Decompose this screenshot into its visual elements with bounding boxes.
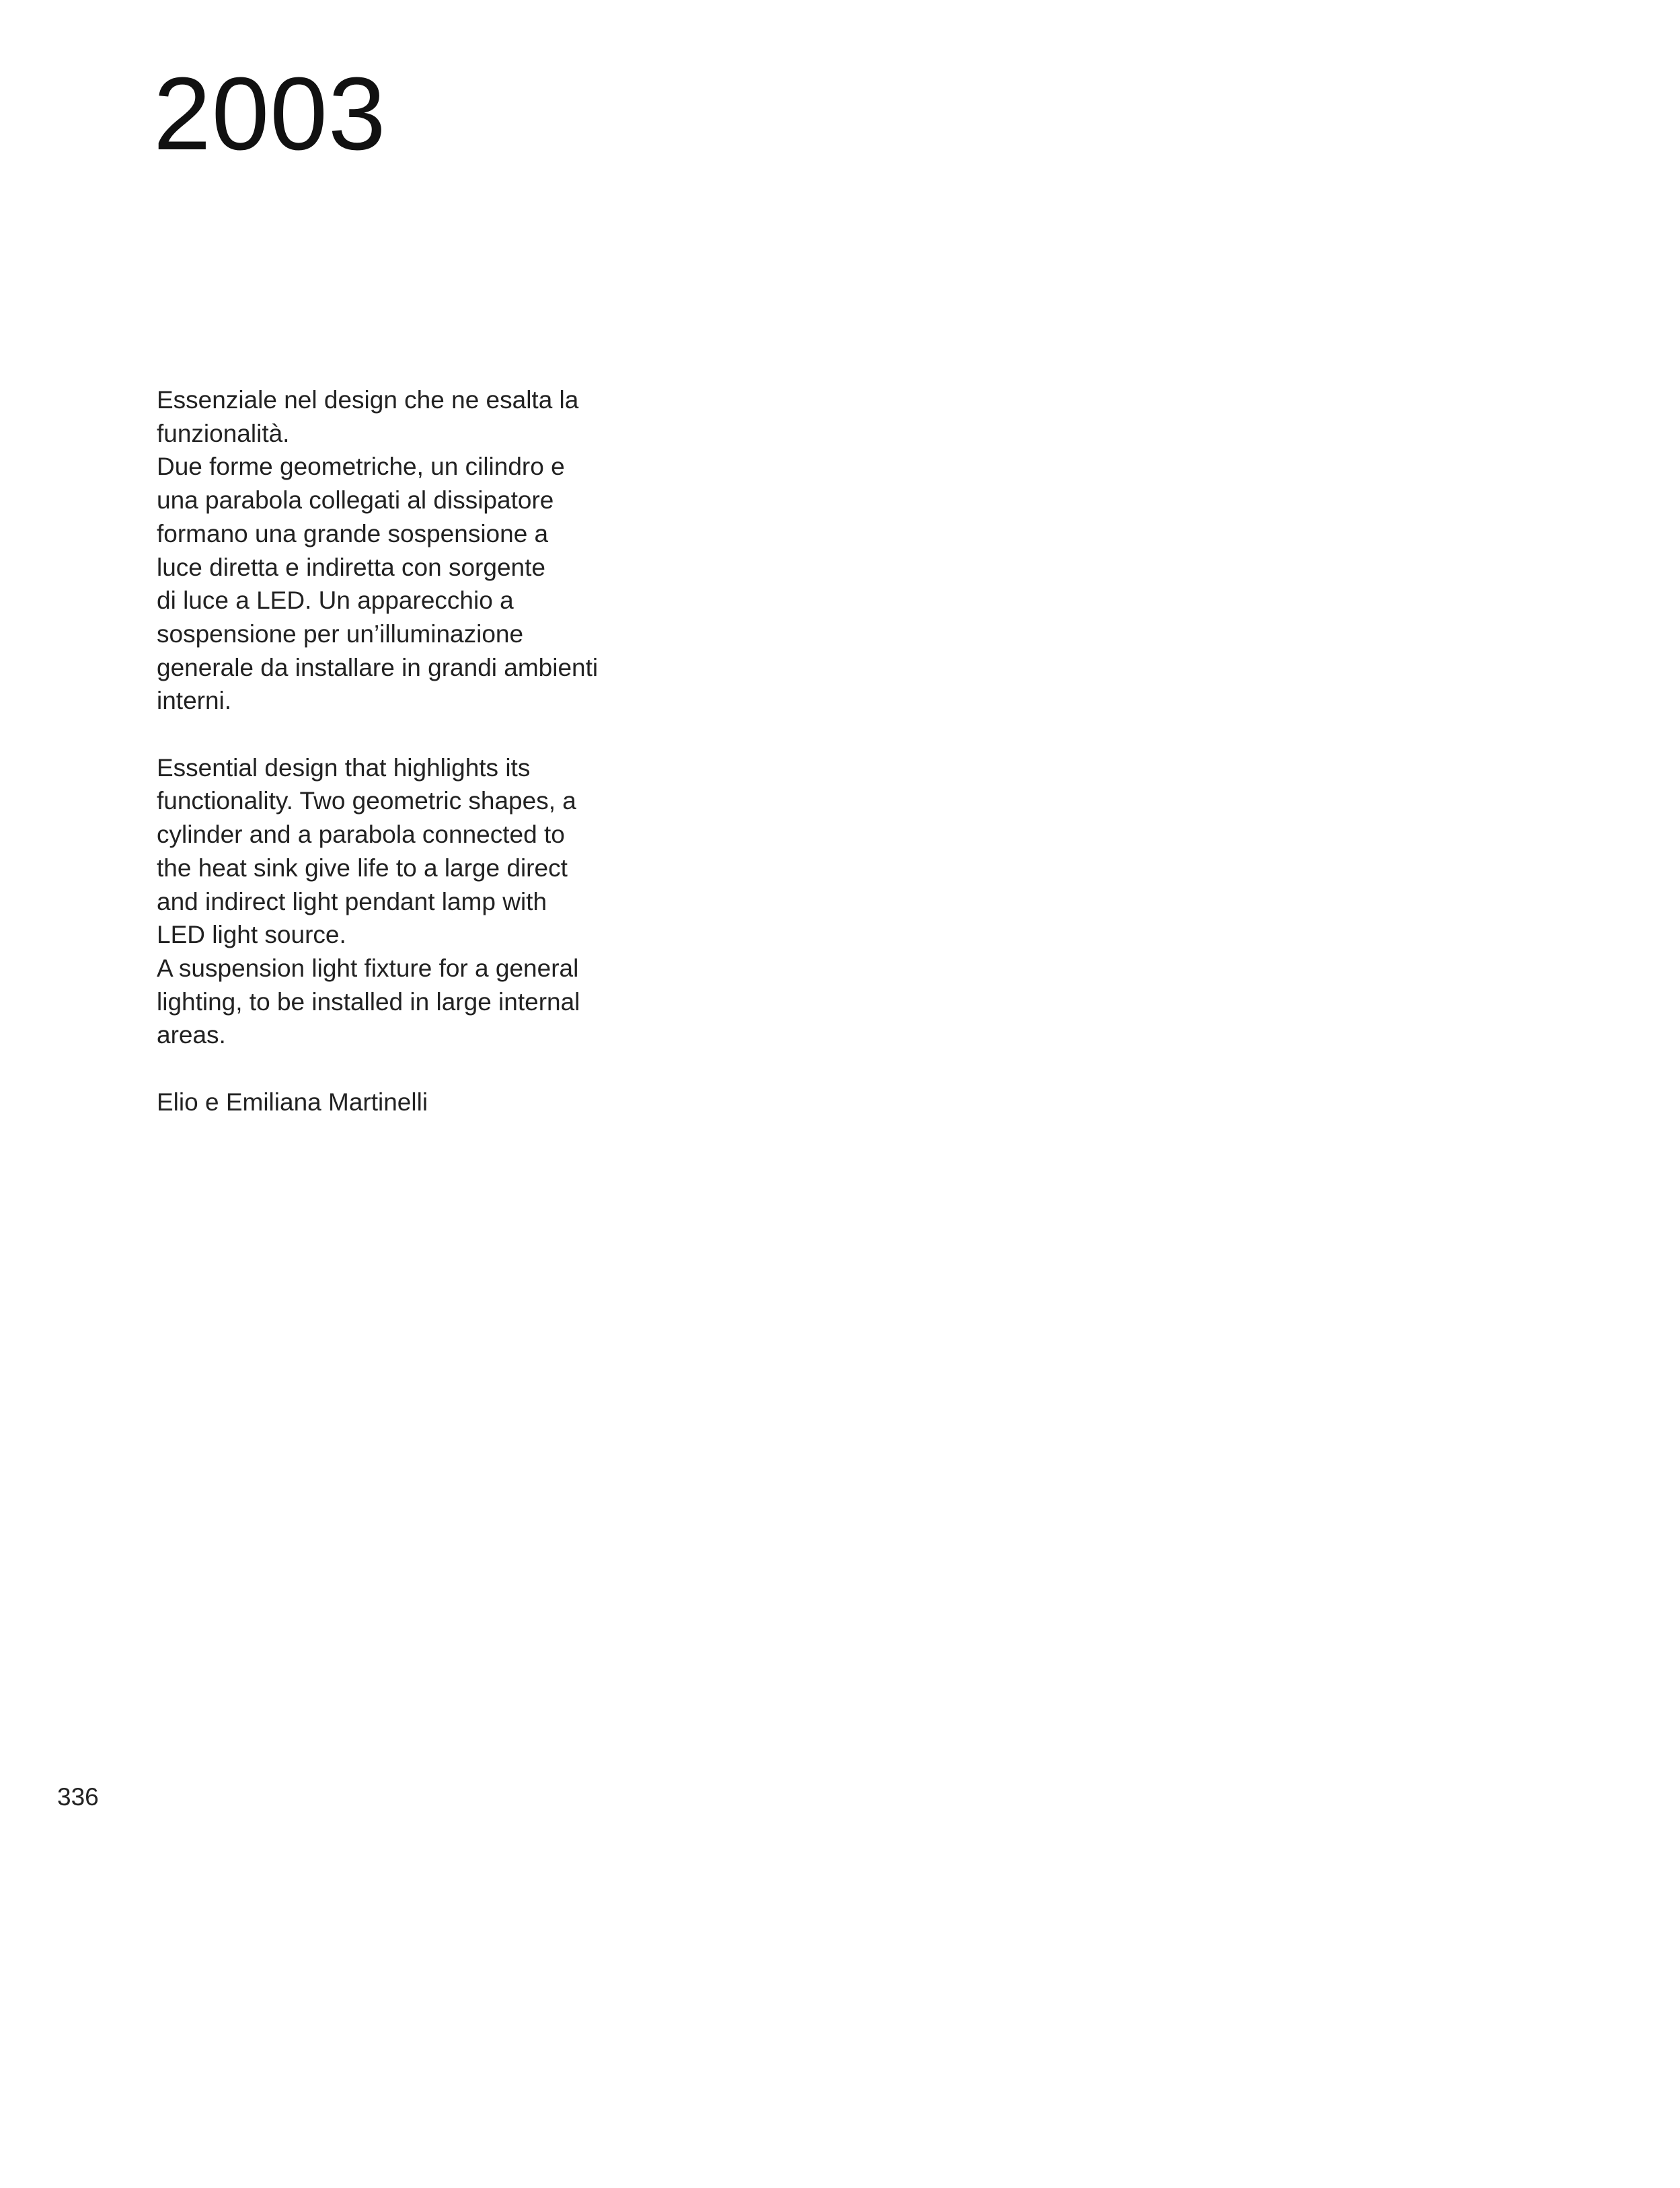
- paragraph-gap: [157, 1052, 654, 1086]
- page-title-year: 2003: [153, 56, 387, 172]
- italian-line: sospensione per un’illuminazione: [157, 619, 524, 648]
- paragraph-gap: [157, 718, 654, 751]
- italian-line: di luce a LED. Un apparecchio a: [157, 587, 514, 615]
- english-line: A suspension light fixture for a general: [157, 954, 579, 982]
- designer-credit: Elio e Emiliana Martinelli: [157, 1088, 428, 1116]
- page-number: 336: [57, 1783, 99, 1811]
- english-line: the heat sink give life to a large direct: [157, 854, 568, 882]
- italian-line: funzionalità.: [157, 419, 290, 447]
- description-column: [157, 383, 654, 1119]
- english-line: and indirect light pendant lamp with: [157, 887, 547, 915]
- english-description: [157, 751, 654, 1052]
- italian-line: Due forme geometriche, un cilindro e: [157, 453, 565, 481]
- english-line: cylinder and a parabola connected to: [157, 821, 565, 849]
- english-line: LED light source.: [157, 921, 346, 949]
- english-line: areas.: [157, 1021, 226, 1049]
- italian-line: luce diretta e indiretta con sorgente: [157, 553, 545, 581]
- english-line: functionality. Two geometric shapes, a: [157, 787, 576, 815]
- italian-line: una parabola collegati al dissipatore: [157, 486, 554, 515]
- italian-line: generale da installare in grandi ambienti: [157, 653, 599, 681]
- italian-line: interni.: [157, 687, 232, 715]
- italian-description: [157, 383, 654, 718]
- english-line: lighting, to be installed in large internal: [157, 987, 580, 1016]
- english-line: Essential design that highlights its: [157, 753, 531, 782]
- italian-line: formano una grande sospensione a: [157, 519, 549, 548]
- italian-line: Essenziale nel design che ne esalta la: [157, 386, 579, 414]
